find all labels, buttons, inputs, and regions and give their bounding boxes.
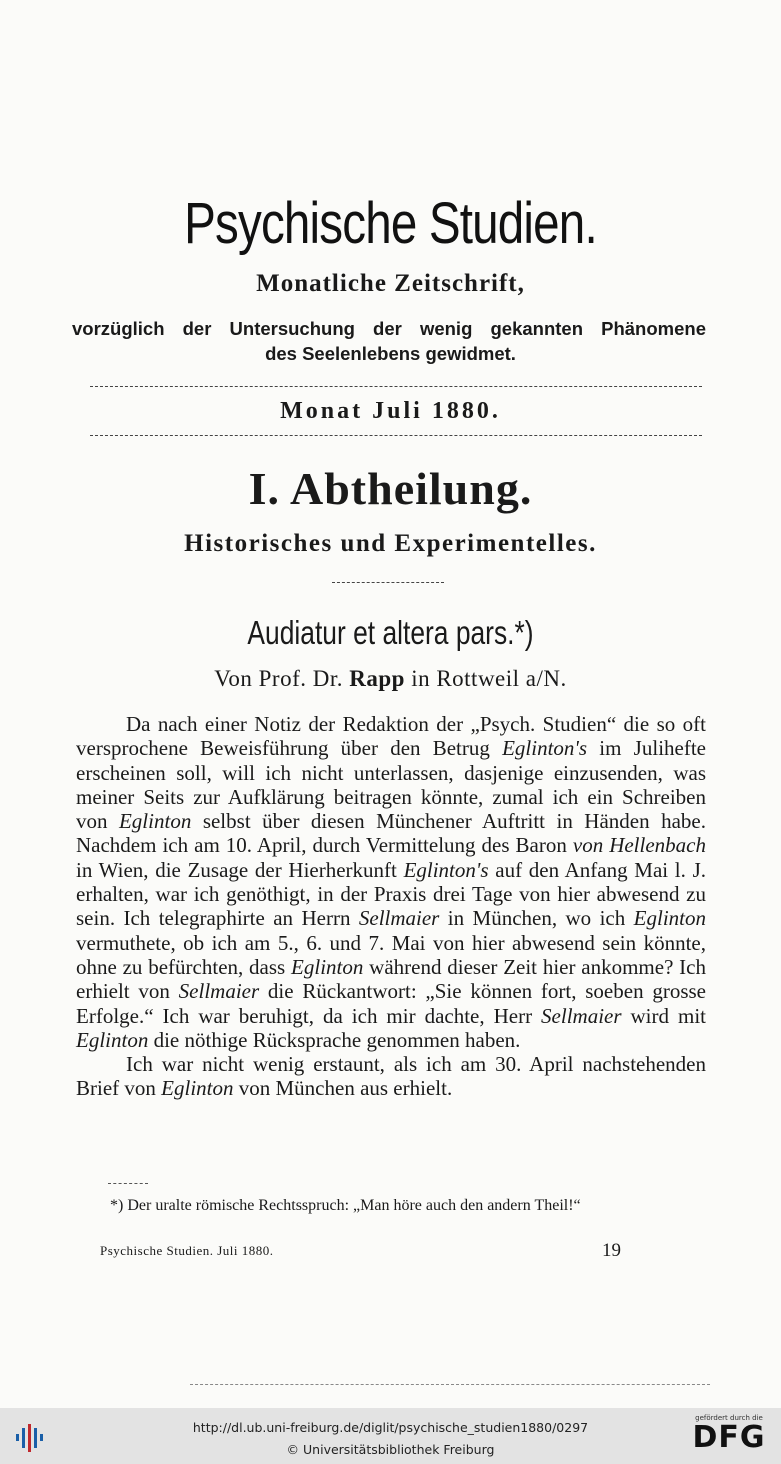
journal-title: Psychische Studien.	[184, 191, 597, 256]
paragraph-1: Da nach einer Notiz der Redaktion der „Psych. Studien“ die so oft versprochene Beweisführung über den Betrug Eglinton's im Julihefte erscheinen soll, will ich nicht unterlassen, dasjenige einzusenden, was meiner Seits zur Aufklärung beitragen könnte, zumal ich ein Schreiben von Eglinton selbst über diesen Münchener Auftritt in Händen habe. Nachdem ich am 10. April, durch Vermittelung des Baron von Hellenbach in Wien, die Zusage der Hierherkunft Eglinton's auf den Anfang Mai l. J. erhalten, war ich genöthigt, in der Praxis drei Tage von hier abwesend zu sein. Ich telegraphirte an Herrn Sellmaier in München, wo ich Eglinton vermuthete, ob ich am 5., 6. und 7. Mai von hier abwesend sein könnte, ohne zu befürchten, dass Eglinton während dieser Zeit hier ankomme? Ich erhielt von Sellmaier die Rückantwort: „Sie können fort, soeben grosse Erfolge.“ Ich war beruhigt, da ich mir dachte, Herr Sellmaier wird mit Eglinton die nöthige Rücksprache genommen haben.	[76, 712, 706, 1052]
divider-rule	[90, 386, 702, 387]
footnote-rule	[108, 1183, 148, 1184]
digitization-footer	[0, 1408, 781, 1464]
article-byline	[0, 666, 781, 692]
byline-prefix: Von Prof. Dr.	[214, 666, 343, 691]
divider-rule	[90, 435, 702, 436]
short-divider	[332, 582, 444, 583]
byline-author: Rapp	[349, 666, 405, 691]
article-title: Audiatur et altera pars.*)	[247, 614, 534, 651]
dfg-wordmark: DFG	[692, 1420, 766, 1455]
journal-subtitle: Monatliche Zeitschrift,	[256, 270, 525, 297]
journal-purpose-line-2: des Seelenlebens gewidmet.	[265, 343, 516, 364]
byline-suffix: in Rottweil a/N.	[411, 666, 567, 691]
section-title: I. Abtheilung.	[248, 463, 533, 514]
page-signature: Psychische Studien. Juli 1880.	[100, 1243, 274, 1258]
footnote-text: *) Der uralte römische Rechtsspruch: „Man höre auch den andern Theil!“	[110, 1197, 581, 1214]
page-number: 19	[602, 1240, 621, 1261]
footnote	[76, 1196, 706, 1216]
copyright-notice: © Universitätsbibliothek Freiburg	[286, 1442, 495, 1457]
paragraph-2: Ich war nicht wenig erstaunt, als ich am 30. April nachstehenden Brief von Eglinton von München aus erhielt.	[76, 1052, 706, 1101]
scan-artifact-line	[190, 1384, 710, 1385]
journal-purpose-line-1: vorzüglich der Untersuchung der wenig gekannten Phänomene	[72, 318, 706, 339]
issue-month: Monat Juli 1880.	[280, 398, 501, 424]
section-subtitle: Historisches und Experimentelles.	[184, 530, 597, 557]
article-body	[76, 712, 706, 1101]
source-url-link[interactable]: http://dl.ub.uni-freiburg.de/diglit/psychische_studien1880/0297	[192, 1420, 589, 1435]
dfg-logo[interactable]	[686, 1414, 772, 1460]
dfg-caption: gefördert durch die	[695, 1414, 763, 1422]
